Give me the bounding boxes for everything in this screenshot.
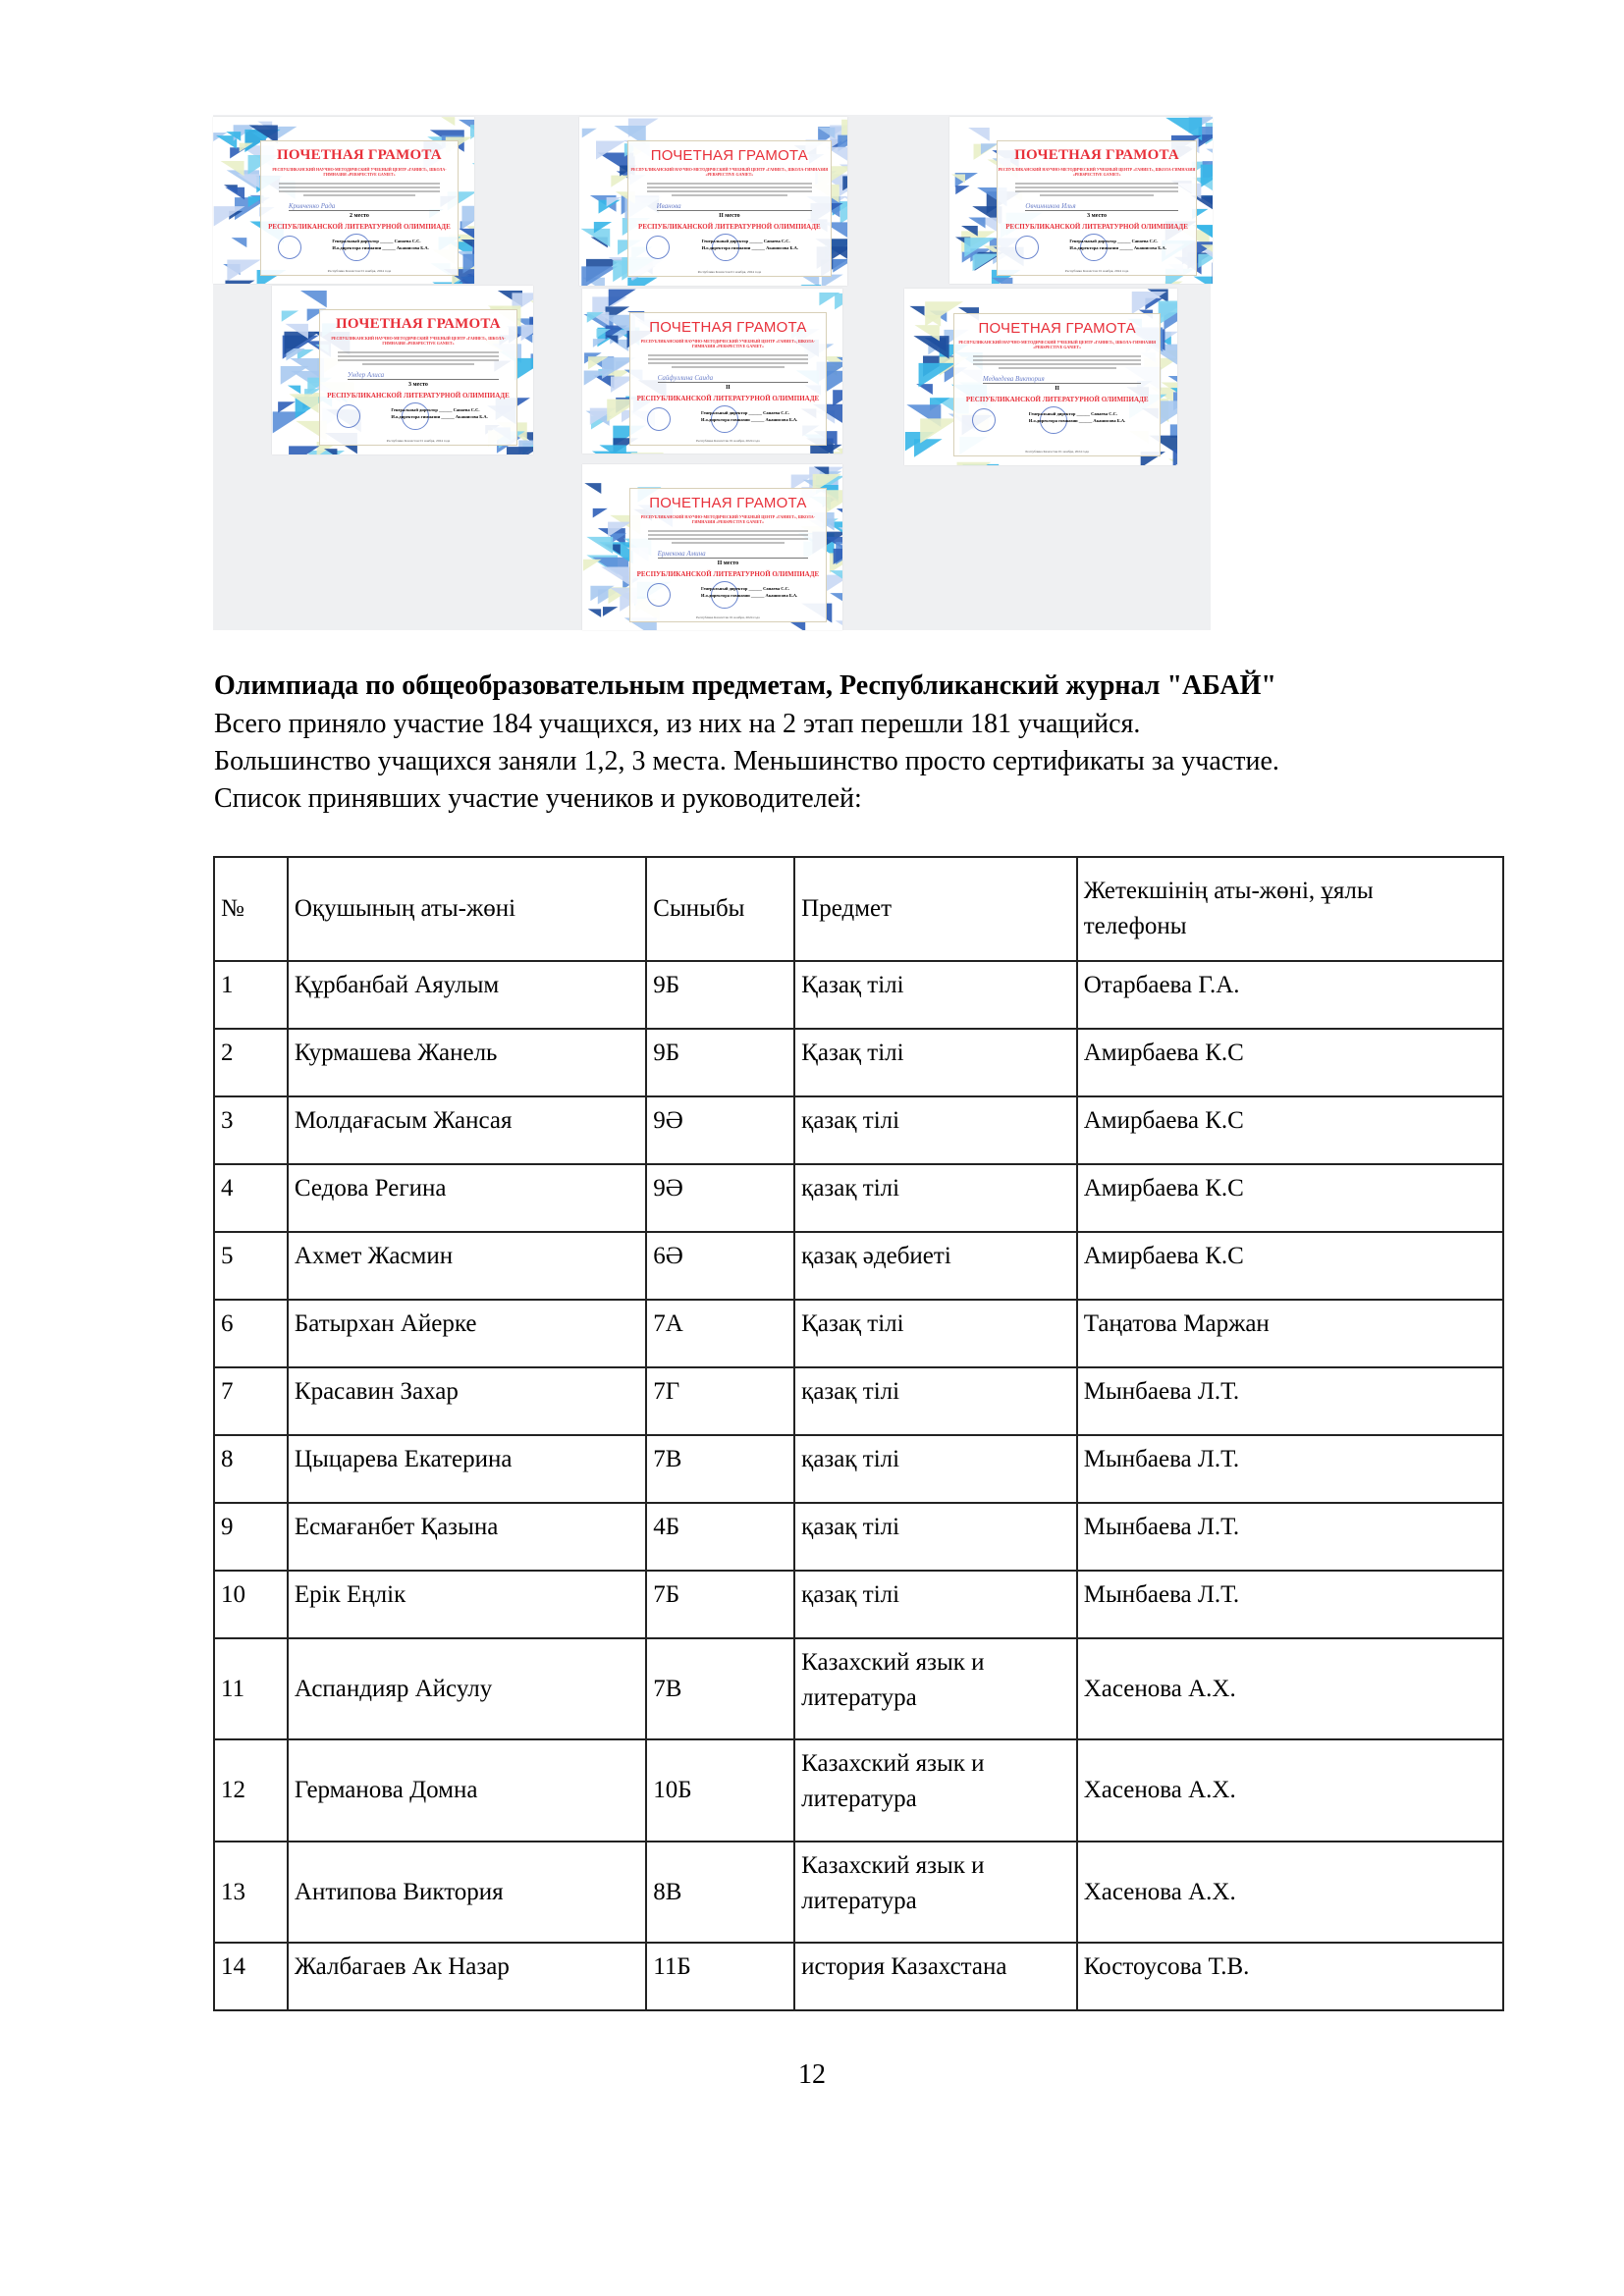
certificate-event: РЕСПУБЛИКАНСКОЙ ЛИТЕРАТУРНОЙ ОЛИМПИАДЕ: [1005, 222, 1188, 231]
certificate-place: II место: [717, 560, 739, 566]
cell-teacher: Отарбаева Г.А.: [1077, 961, 1503, 1029]
table-row: [214, 1943, 1503, 2010]
cell-student: Батырхан Айерке: [288, 1300, 646, 1367]
header-student: Оқушының аты-жөні: [288, 857, 646, 961]
cell-subject-line1: қазақ тілі: [801, 1446, 900, 1472]
certificate-place: II место: [719, 213, 740, 220]
cell-student: Германова Домна: [288, 1739, 646, 1842]
certificate-signer-2: И.о.директора гимназии ______ Акашисова Б.А.: [1028, 418, 1126, 424]
cell-subject-line1: Казахский язык и: [801, 1852, 985, 1879]
table-header-row: [214, 857, 1503, 961]
certificate-organization: РЕСПУБЛИКАНСКИЙ НАУЧНО-МЕТОДИЧЕСКИЙ УЧЕБНЫЙ ЦЕНТР «ГАНИЕТ», ШКОЛА-ГИМНАЗИЯ «PERSPECTIVE GANIET»: [958, 340, 1157, 350]
cell-student: Курмашева Жанель: [288, 1029, 646, 1096]
certificate-event: РЕСПУБЛИКАНСКОЙ ЛИТЕРАТУРНОЙ ОЛИМПИАДЕ: [636, 569, 820, 578]
cell-subject-line1: Қазақ тілі: [801, 1040, 904, 1066]
stamp-icon: [972, 408, 996, 432]
certificate-event: РЕСПУБЛИКАНСКОЙ ЛИТЕРАТУРНОЙ ОЛИМПИАДЕ: [965, 396, 1149, 404]
table-row: [214, 1232, 1503, 1300]
cell-student: Цыцарева Екатерина: [288, 1435, 646, 1503]
table-row: [214, 1029, 1503, 1096]
table-row: [214, 1739, 1503, 1842]
cell-class: 6Ә: [646, 1232, 794, 1300]
cell-teacher: Амирбаева К.С: [1077, 1096, 1503, 1164]
certificate-title: ПОЧЕТНАЯ ГРАМОТА: [650, 147, 809, 165]
header-teacher-line1: Жетекшінің аты-жөні, ұялы: [1083, 878, 1374, 904]
certificate-event: РЕСПУБЛИКАНСКОЙ ЛИТЕРАТУРНОЙ ОЛИМПИАДЕ: [327, 392, 510, 400]
certificate-signer-1: Генеральный директор ______ Сапаева С.С.: [332, 238, 421, 243]
cell-teacher: Амирбаева К.С: [1077, 1029, 1503, 1096]
table-row: [214, 1503, 1503, 1571]
certificate-place: II: [1055, 386, 1060, 393]
cell-subject: [794, 961, 1077, 1029]
cell-class: 11Б: [646, 1943, 794, 2010]
certificate-signer-1: Генеральный директор ______ Сапаева С.С.: [701, 239, 790, 244]
stamp-icon: [647, 583, 671, 607]
cell-teacher: Амирбаева К.С: [1077, 1164, 1503, 1232]
certificate-body: [260, 140, 459, 276]
certificate-organization: РЕСПУБЛИКАНСКИЙ НАУЧНО-МЕТОДИЧЕСКИЙ УЧЕБНЫЙ ЦЕНТР «ГАНИЕТ», ШКОЛА-ГИМНАЗИЯ «PERSPECTIVE GANIET»: [998, 166, 1196, 177]
certificate-image: [272, 286, 533, 454]
certificate-text: [647, 181, 813, 198]
cell-student: Антипова Виктория: [288, 1842, 646, 1943]
certificate-place: II: [726, 384, 731, 391]
cell-class: 4Б: [646, 1503, 794, 1571]
cell-student: Аспандияр Айсулу: [288, 1638, 646, 1739]
certificate-signer-1: Генеральный директор ______ Сапаева С.С.: [700, 409, 790, 415]
cell-subject-line1: қазақ тілі: [801, 1514, 900, 1540]
cell-teacher: Хасенова А.Х.: [1077, 1638, 1503, 1739]
header-num: №: [214, 857, 288, 961]
certificate-signer-2: И.о.директора гимназии ______ Акашисова Б.А.: [391, 414, 488, 420]
cell-subject-line1: Казахский язык и: [801, 1649, 985, 1676]
cell-class: 7В: [646, 1435, 794, 1503]
cell-class: 7Б: [646, 1571, 794, 1638]
cell-class: 9Б: [646, 961, 794, 1029]
certificate-text: [338, 349, 499, 367]
certificate-image: [213, 117, 474, 284]
cell-num: 11: [214, 1638, 288, 1739]
cell-num: 7: [214, 1367, 288, 1435]
cell-num: 4: [214, 1164, 288, 1232]
cell-teacher: Амирбаева К.С: [1077, 1232, 1503, 1300]
certificate-organization: РЕСПУБЛИКАНСКИЙ НАУЧНО-МЕТОДИЧЕСКИЙ УЧЕБНЫЙ ЦЕНТР «ГАНИЕТ», ШКОЛА-ГИМНАЗИЯ «PERSPECTIVE GANIET»: [640, 513, 815, 524]
cell-subject-line1: қазақ тілі: [801, 1175, 900, 1201]
stamp-icon: [278, 236, 301, 259]
cell-teacher: Мынбаева Л.Т.: [1077, 1503, 1503, 1571]
cell-student: Жалбагаев Ак Назар: [288, 1943, 646, 2010]
cell-student: Құрбанбай Аяулым: [288, 961, 646, 1029]
certificate-student: Медведева Виктория: [983, 375, 1142, 384]
certificate-organization: РЕСПУБЛИКАНСКИЙ НАУЧНО-МЕТОДИЧЕСКИЙ УЧЕБНЫЙ ЦЕНТР «ГАНИЕТ», ШКОЛА-ГИМНАЗИЯ «PERSPECTIVE GANIET»: [640, 338, 815, 348]
certificate-signer-2: И.о.директора гимназии ______ Акашисова Б.А.: [700, 592, 798, 598]
cell-teacher: Хасенова А.Х.: [1077, 1842, 1503, 1943]
cell-subject-line1: Қазақ тілі: [801, 972, 904, 998]
certificate-signer-2: И.о.директора гимназии ______ Акашисова Б.А.: [332, 244, 429, 250]
cell-subject-line1: Қазақ тілі: [801, 1310, 904, 1337]
table-row: [214, 1164, 1503, 1232]
certificate-title: ПОЧЕТНАЯ ГРАМОТА: [649, 318, 807, 336]
cell-subject: [794, 1096, 1077, 1164]
certificate-footer: Республика Казахстан 01 ноября, 2024 года: [1025, 450, 1089, 454]
cell-teacher: Хасенова А.Х.: [1077, 1739, 1503, 1842]
cell-num: 8: [214, 1435, 288, 1503]
cell-student: Ахмет Жасмин: [288, 1232, 646, 1300]
header-teacher: [1077, 857, 1503, 961]
certificate-title: ПОЧЕТНАЯ ГРАМОТА: [649, 494, 807, 511]
certificate-image: [582, 289, 842, 454]
cell-num: 6: [214, 1300, 288, 1367]
table-row: [214, 961, 1503, 1029]
header-teacher-line2: телефоны: [1083, 913, 1187, 939]
certificate-footer: Республика Казахстан 01 ноября, 2024 года: [697, 270, 762, 275]
cell-class: 9Ә: [646, 1164, 794, 1232]
cell-teacher: Мынбаева Л.Т.: [1077, 1435, 1503, 1503]
cell-subject: [794, 1571, 1077, 1638]
cell-student: Молдағасым Жансая: [288, 1096, 646, 1164]
cell-num: 14: [214, 1943, 288, 2010]
stamp-icon: [646, 236, 670, 259]
certificate-signer-2: И.о.директора гимназии ______ Акашисова Б.А.: [700, 416, 798, 422]
header-class: Сыныбы: [646, 857, 794, 961]
table-row: [214, 1096, 1503, 1164]
section-heading: Олимпиада по общеобразовательным предметам, Республиканский журнал "АБАЙ": [214, 670, 1276, 701]
cell-teacher: Костоусова Т.В.: [1077, 1943, 1503, 2010]
summary-line-2: Большинство учащихся заняли 1,2, 3 места. Меньшинство просто сертификаты за участие.: [214, 746, 1279, 776]
certificate-event: РЕСПУБЛИКАНСКОЙ ЛИТЕРАТУРНОЙ ОЛИМПИАДЕ: [638, 223, 821, 232]
cell-subject: [794, 1164, 1077, 1232]
cell-num: 2: [214, 1029, 288, 1096]
certificate-student: Ундер Алиса: [348, 371, 499, 380]
certificate-footer: Республика Казахстан 01 ноября, 2024 года: [386, 439, 451, 444]
table-row: [214, 1571, 1503, 1638]
cell-class: 8В: [646, 1842, 794, 1943]
cell-subject-line1: история Казахстана: [801, 1953, 1007, 1980]
cell-num: 10: [214, 1571, 288, 1638]
cell-subject: [794, 1029, 1077, 1096]
certificate-student: Кривченко Рада: [289, 202, 440, 211]
certificate-image: [579, 117, 847, 286]
certificate-footer: Республика Казахстан 01 ноября, 2024 года: [327, 268, 392, 273]
stamp-icon: [647, 407, 671, 431]
certificate-text: [279, 181, 440, 198]
cell-subject-line1: қазақ әдебиеті: [801, 1243, 951, 1269]
certificate-place: 3 место: [1087, 212, 1107, 219]
participants-table: [213, 856, 1504, 2011]
certificate-text: [973, 353, 1142, 371]
cell-subject: [794, 1842, 1077, 1943]
cell-subject: [794, 1503, 1077, 1571]
cell-subject-line2: литература: [801, 1786, 917, 1812]
table-row: [214, 1842, 1503, 1943]
certificate-organization: РЕСПУБЛИКАНСКИЙ НАУЧНО-МЕТОДИЧЕСКИЙ УЧЕБНЫЙ ЦЕНТР «ГАНИЕТ», ШКОЛА-ГИМНАЗИЯ «PERSPECTIVE GANIET»: [272, 166, 447, 177]
certificate-body: [627, 140, 832, 277]
stamp-icon: [1015, 236, 1039, 259]
cell-subject-line1: қазақ тілі: [801, 1581, 900, 1608]
cell-subject-line2: литература: [801, 1888, 917, 1914]
cell-num: 5: [214, 1232, 288, 1300]
certificate-body: [953, 313, 1161, 456]
cell-student: Седова Регина: [288, 1164, 646, 1232]
cell-subject: [794, 1367, 1077, 1435]
certificate-body: [629, 312, 827, 446]
stamp-icon: [337, 404, 360, 428]
certificate-footer: Республика Казахстан 01 ноября, 2024 года: [1064, 268, 1129, 273]
certificate-text: [648, 528, 809, 546]
certificate-body: [997, 140, 1197, 276]
cell-student: Ерік Еңлік: [288, 1571, 646, 1638]
table-row: [214, 1367, 1503, 1435]
cell-num: 1: [214, 961, 288, 1029]
certificate-title: ПОЧЕТНАЯ ГРАМОТА: [1014, 146, 1179, 163]
cell-class: 10Б: [646, 1739, 794, 1842]
cell-subject-line1: Казахский язык и: [801, 1750, 985, 1777]
certificate-student: Ермекова Амина: [658, 550, 809, 559]
certificate-body: [319, 309, 517, 446]
certificate-footer: Республика Казахстан 01 ноября, 2024 года: [696, 438, 760, 443]
certificate-title: ПОЧЕТНАЯ ГРАМОТА: [336, 316, 501, 333]
page-number: 12: [798, 2059, 826, 2090]
cell-subject: [794, 1943, 1077, 2010]
cell-subject-line1: қазақ тілі: [801, 1378, 900, 1405]
certificate-signer-2: И.о.директора гимназии ______ Акашисова Б.А.: [701, 245, 798, 251]
cell-subject: [794, 1739, 1077, 1842]
certificate-event: РЕСПУБЛИКАНСКОЙ ЛИТЕРАТУРНОЙ ОЛИМПИАДЕ: [268, 222, 451, 231]
certificate-image: [949, 117, 1213, 284]
certificate-signer-2: И.о.директора гимназии ______ Акашисова Б.А.: [1069, 244, 1166, 250]
cell-subject: [794, 1638, 1077, 1739]
cell-class: 9Б: [646, 1029, 794, 1096]
certificate-title: ПОЧЕТНАЯ ГРАМОТА: [978, 320, 1136, 338]
certificate-place: 3 место: [408, 382, 428, 389]
certificate-signer-1: Генеральный директор ______ Сапаева С.С.: [391, 407, 480, 413]
certificate-title: ПОЧЕТНАЯ ГРАМОТА: [277, 146, 442, 163]
certificate-student: Овчинников Илья: [1025, 202, 1177, 211]
cell-teacher: Мынбаева Л.Т.: [1077, 1367, 1503, 1435]
cell-subject: [794, 1435, 1077, 1503]
certificate-place: 2 место: [350, 212, 369, 219]
table-row: [214, 1300, 1503, 1367]
certificate-organization: РЕСПУБЛИКАНСКИЙ НАУЧНО-МЕТОДИЧЕСКИЙ УЧЕБНЫЙ ЦЕНТР «ГАНИЕТ», ШКОЛА-ГИМНАЗИЯ «PERSPECTIVE GANIET»: [331, 336, 506, 347]
certificate-footer: Республика Казахстан 01 ноября, 2024 года: [696, 614, 760, 619]
cell-class: 7В: [646, 1638, 794, 1739]
certificate-signer-1: Генеральный директор ______ Сапаева С.С.: [1028, 411, 1117, 417]
cell-num: 9: [214, 1503, 288, 1571]
cell-subject-line2: литература: [801, 1684, 917, 1711]
cell-class: 7А: [646, 1300, 794, 1367]
certificate-signer-1: Генеральный директор ______ Сапаева С.С.: [700, 585, 790, 591]
cell-num: 13: [214, 1842, 288, 1943]
table-row: [214, 1638, 1503, 1739]
certificate-signer-1: Генеральный директор ______ Сапаева С.С.: [1069, 238, 1159, 243]
certificate-body: [629, 488, 827, 622]
cell-num: 3: [214, 1096, 288, 1164]
certificate-image: [582, 464, 842, 630]
certificate-student: Иванова: [657, 202, 813, 211]
cell-student: Есмағанбет Қазына: [288, 1503, 646, 1571]
summary-line-3: Список принявших участие учеников и руководителей:: [214, 783, 862, 814]
certificate-organization: РЕСПУБЛИКАНСКИЙ НАУЧНО-МЕТОДИЧЕСКИЙ УЧЕБНЫЙ ЦЕНТР «ГАНИЕТ», ШКОЛА-ГИМНАЗИЯ «PERSPECTIVE GANIET»: [630, 167, 829, 178]
cell-class: 7Г: [646, 1367, 794, 1435]
certificate-student: Сайфуллина Саида: [658, 374, 809, 383]
header-subject: Предмет: [794, 857, 1077, 961]
table-row: [214, 1435, 1503, 1503]
certificate-text: [1015, 181, 1177, 198]
certificate-event: РЕСПУБЛИКАНСКОЙ ЛИТЕРАТУРНОЙ ОЛИМПИАДЕ: [636, 394, 820, 402]
summary-line-1: Всего приняло участие 184 учащихся, из них на 2 этап перешли 181 учащийся.: [214, 709, 1141, 739]
cell-teacher: Таңатова Маржан: [1077, 1300, 1503, 1367]
cell-subject: [794, 1300, 1077, 1367]
cell-teacher: Мынбаева Л.Т.: [1077, 1571, 1503, 1638]
certificate-text: [648, 352, 809, 370]
cell-subject: [794, 1232, 1077, 1300]
cell-class: 9Ә: [646, 1096, 794, 1164]
cell-num: 12: [214, 1739, 288, 1842]
cell-subject-line1: қазақ тілі: [801, 1107, 900, 1134]
cell-student: Красавин Захар: [288, 1367, 646, 1435]
certificate-image: [904, 289, 1177, 465]
